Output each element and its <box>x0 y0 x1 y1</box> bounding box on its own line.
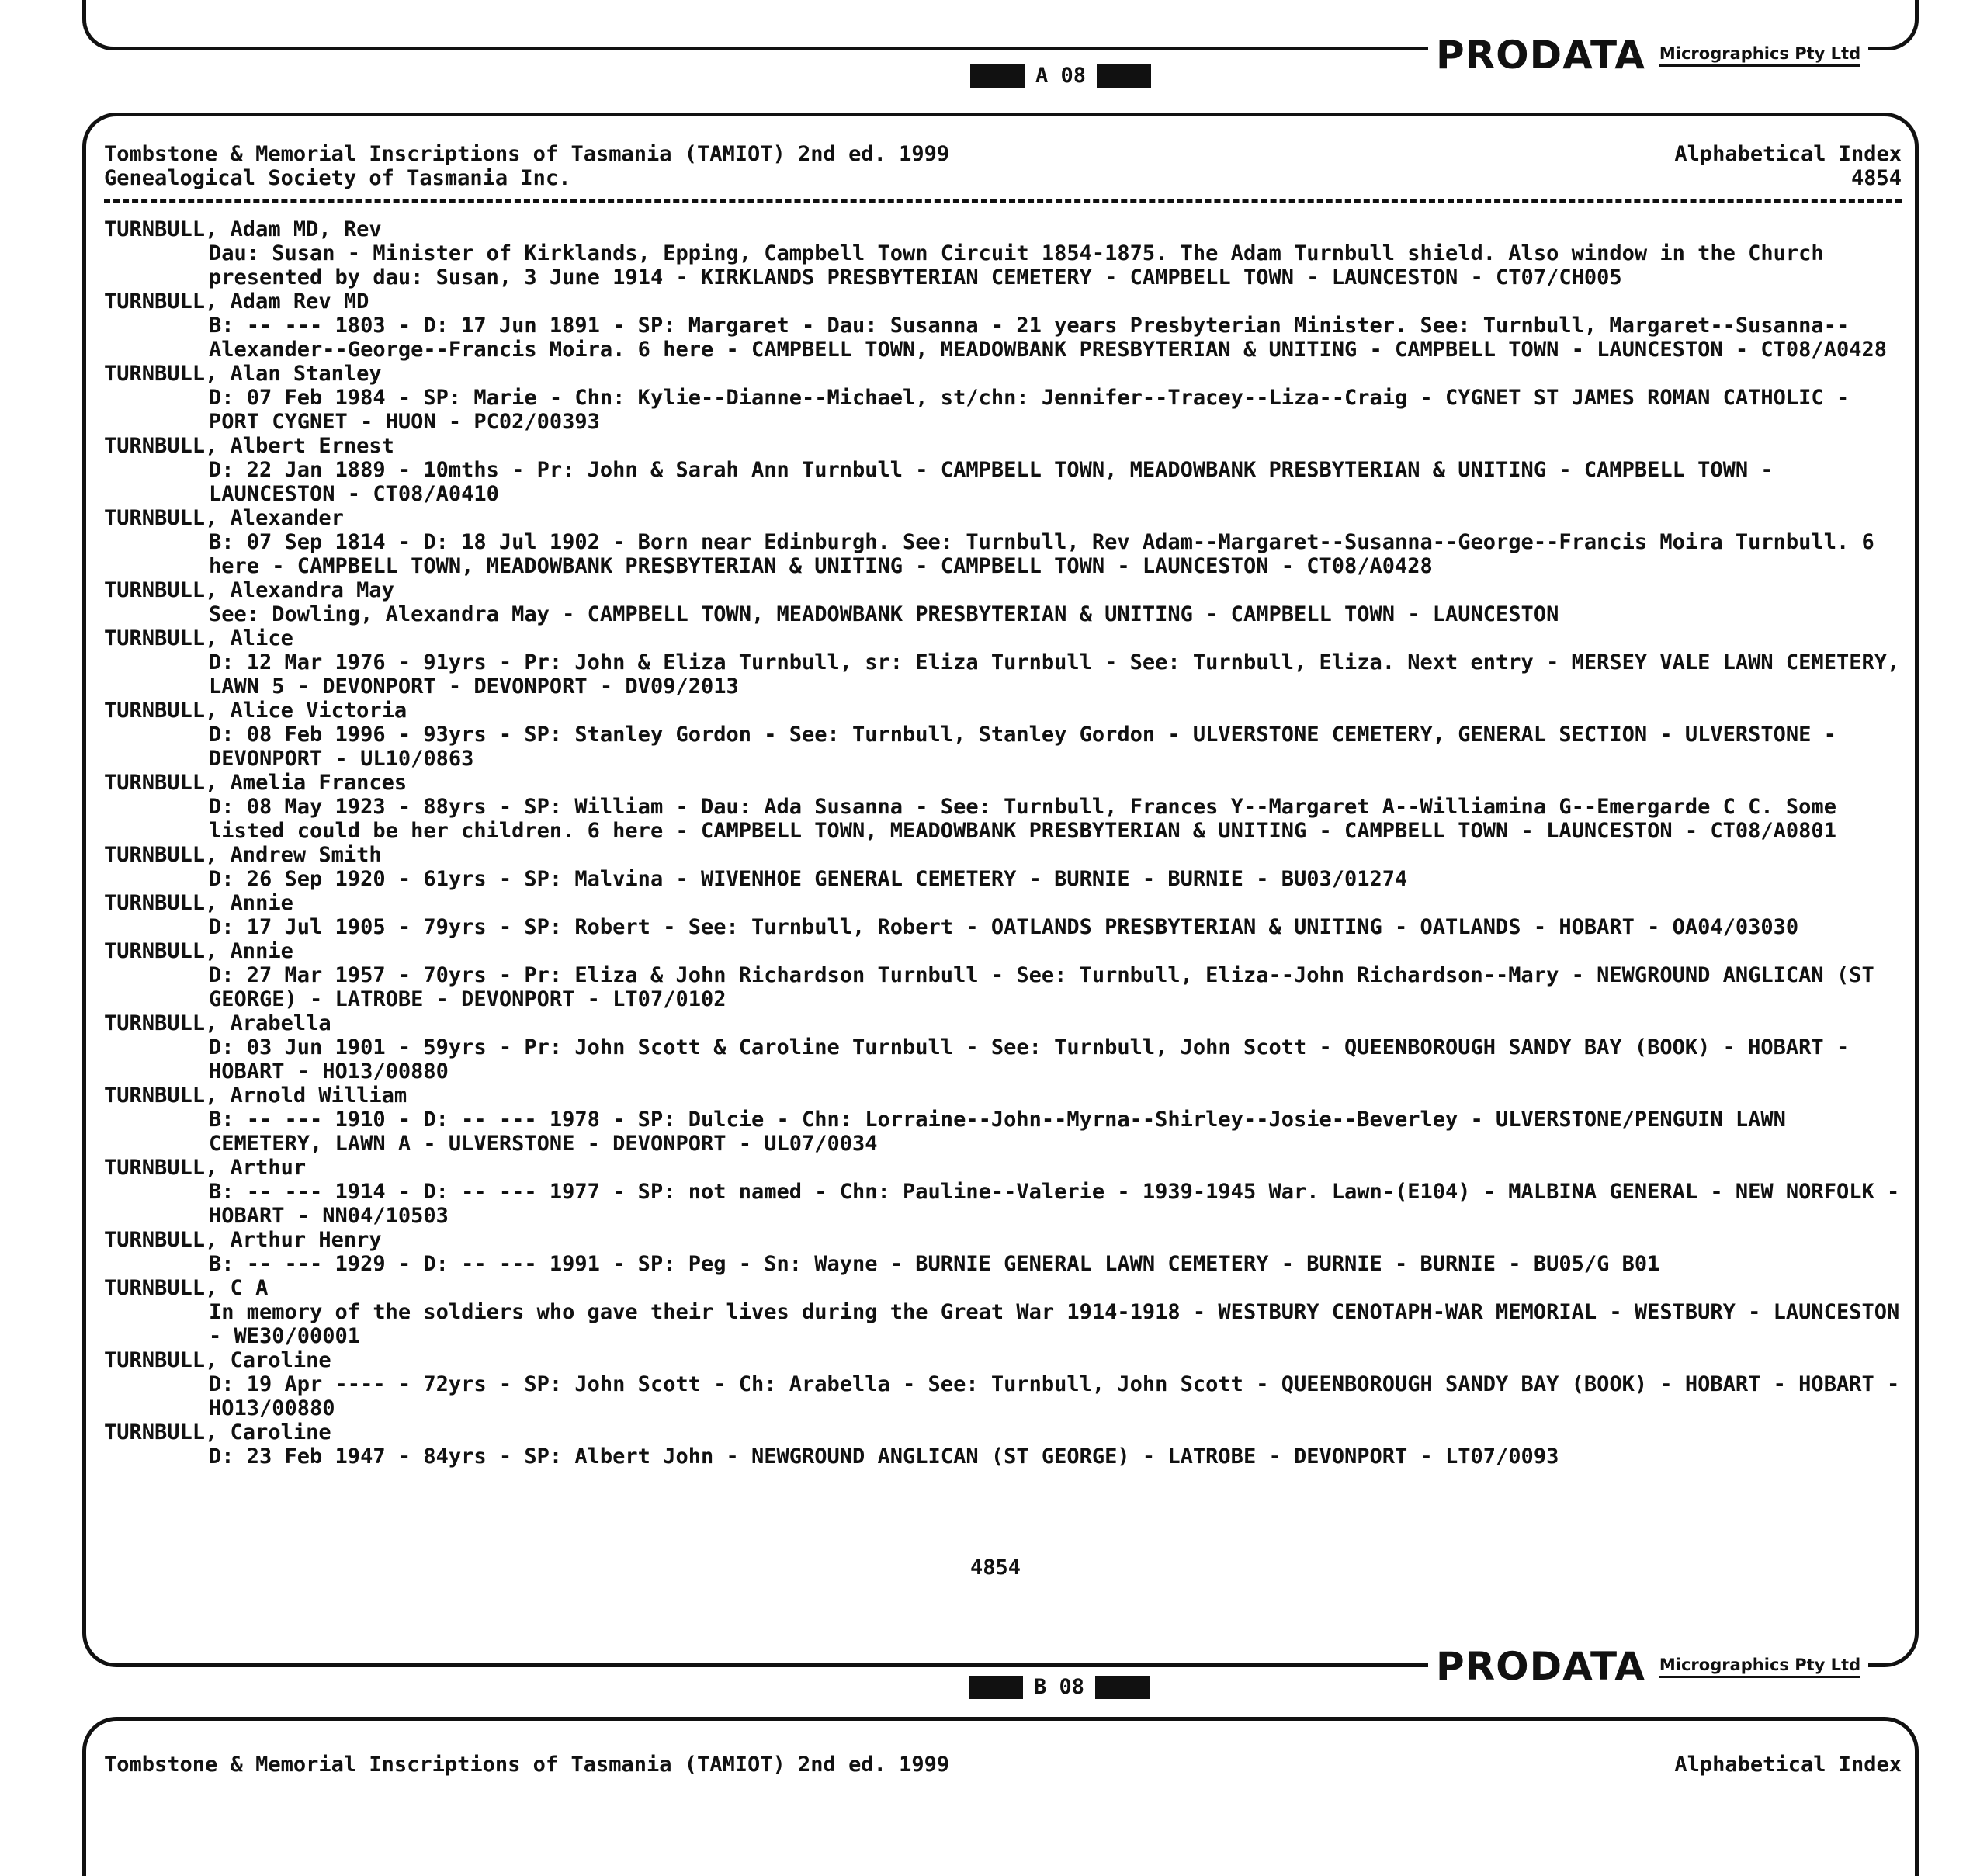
entry-details: D: 17 Jul 1905 - 79yrs - SP: Robert - See: Turnbull, Robert - OATLANDS PRESBYTERIAN & UNITING - OATLANDS - HOBART - OA04/03030 <box>209 915 1799 939</box>
index-entry <box>104 1011 1902 1084</box>
entry-details: D: 27 Mar 1957 - 70yrs - Pr: Eliza & John Richardson Turnbull - See: Turnbull, Eliza--John Richardson--Mary - NEWGROUND ANGLICAN (ST GEORGE) - LATROBE - DEVONPORT - LT07/0102 <box>209 963 1874 1011</box>
entry-surname-given: TURNBULL, Andrew Smith <box>104 843 382 867</box>
index-entry <box>104 1348 1902 1420</box>
index-entry <box>104 1276 1902 1348</box>
entry-details: B: -- --- 1803 - D: 17 Jun 1891 - SP: Margaret - Dau: Susanna - 21 years Presbyterian Minister. See: Turnbull, Margaret--Susanna--Alexander--George--Francis Moira. 6 here - CAMPBELL TOWN, MEADOWBANK PRESBYTERIAN & UNITING - CAMPBELL TOWN - LAUNCESTON - CT08/A0428 <box>209 314 1887 362</box>
index-entry <box>104 217 1902 290</box>
prodata-banner <box>1428 33 1868 78</box>
index-entry <box>104 1228 1902 1276</box>
entry-surname-given: TURNBULL, Arnold William <box>104 1084 407 1108</box>
index-entries <box>104 217 1902 1469</box>
entry-surname-given: TURNBULL, Annie <box>104 939 293 963</box>
entry-surname-given: TURNBULL, Alice <box>104 626 293 650</box>
entry-surname-given: TURNBULL, Adam Rev MD <box>104 290 369 314</box>
entry-surname-given: TURNBULL, Alice Victoria <box>104 699 407 723</box>
entry-details: B: 07 Sep 1814 - D: 18 Jul 1902 - Born near Edinburgh. See: Turnbull, Rev Adam--Margaret--Susanna--George--Francis Moira Turnbull. 6 here - CAMPBELL TOWN, MEADOWBANK PRESBYTERIAN & UNITING - CAMPBELL TOWN - LAUNCESTON - CT08/A0428 <box>209 530 1874 578</box>
entry-surname-given: TURNBULL, Arabella <box>104 1011 331 1035</box>
index-entry <box>104 1084 1902 1156</box>
document-title: Tombstone & Memorial Inscriptions of Tasmania (TAMIOT) 2nd ed. 1999 <box>104 142 950 166</box>
index-entry <box>104 434 1902 506</box>
entry-details: B: -- --- 1914 - D: -- --- 1977 - SP: not named - Chn: Pauline--Valerie - 1939-1945 War. Lawn-(E104) - MALBINA GENERAL - NEW NORFOLK - HOBART - NN04/10503 <box>209 1180 1900 1228</box>
index-entry <box>104 699 1902 771</box>
next-page-header <box>104 1753 1902 1777</box>
entry-details: D: 26 Sep 1920 - 61yrs - SP: Malvina - WIVENHOE GENERAL CEMETERY - BURNIE - BURNIE - BU03/01274 <box>209 867 1408 891</box>
entry-surname-given: TURNBULL, C A <box>104 1276 269 1300</box>
fiche-label-text: B 08 <box>1034 1675 1085 1699</box>
index-entry <box>104 362 1902 434</box>
index-label: Alphabetical Index <box>1674 1753 1902 1777</box>
entry-details: Dau: Susan - Minister of Kirklands, Epping, Campbell Town Circuit 1854-1875. The Adam Turnbull shield. Also window in the Church presented by dau: Susan, 3 June 1914 - KIRKLANDS PRESBYTERIAN CEMETERY - CAMPBELL TOWN - LAUNCESTON - CT07/CH005 <box>209 241 1824 290</box>
entry-details: D: 19 Apr ---- - 72yrs - SP: John Scott - Ch: Arabella - See: Turnbull, John Scott - QUEENBOROUGH SANDY BAY (BOOK) - HOBART - HOBART - HO13/00880 <box>209 1372 1900 1420</box>
index-entry <box>104 843 1902 891</box>
index-entry <box>104 578 1902 626</box>
index-entry <box>104 1156 1902 1228</box>
entry-details: See: Dowling, Alexandra May - CAMPBELL TOWN, MEADOWBANK PRESBYTERIAN & UNITING - CAMPBELL TOWN - LAUNCESTON <box>209 602 1559 626</box>
entry-details: D: 23 Feb 1947 - 84yrs - SP: Albert John - NEWGROUND ANGLICAN (ST GEORGE) - LATROBE - DEVONPORT - LT07/0093 <box>209 1444 1559 1469</box>
index-entry <box>104 506 1902 578</box>
dashed-divider <box>104 199 1902 203</box>
entry-surname-given: TURNBULL, Caroline <box>104 1420 331 1444</box>
entry-details: D: 08 Feb 1996 - 93yrs - SP: Stanley Gordon - See: Turnbull, Stanley Gordon - ULVERSTONE CEMETERY, GENERAL SECTION - ULVERSTONE - DEVONPORT - UL10/0863 <box>209 723 1836 771</box>
society-name: Genealogical Society of Tasmania Inc. <box>104 166 571 190</box>
entry-surname-given: TURNBULL, Arthur Henry <box>104 1228 382 1252</box>
label-block <box>970 64 1025 88</box>
label-block <box>1097 64 1151 88</box>
entry-surname-given: TURNBULL, Amelia Frances <box>104 771 407 795</box>
index-entry <box>104 891 1902 939</box>
entry-surname-given: TURNBULL, Caroline <box>104 1348 331 1372</box>
fiche-label-text: A 08 <box>1035 64 1087 88</box>
entry-details: In memory of the soldiers who gave their lives during the Great War 1914-1918 - WESTBURY CENOTAPH-WAR MEMORIAL - WESTBURY - LAUNCESTON - WE30/00001 <box>209 1300 1900 1348</box>
brand-subtitle: Micrographics Pty Ltd <box>1659 44 1860 67</box>
index-entry <box>104 626 1902 699</box>
entry-details: D: 22 Jan 1889 - 10mths - Pr: John & Sarah Ann Turnbull - CAMPBELL TOWN, MEADOWBANK PRESBYTERIAN & UNITING - CAMPBELL TOWN - LAUNCESTON - CT08/A0410 <box>209 458 1774 506</box>
index-entry <box>104 771 1902 843</box>
next-frame <box>82 1717 1919 1876</box>
entry-details: D: 03 Jun 1901 - 59yrs - Pr: John Scott & Caroline Turnbull - See: Turnbull, John Scott - QUEENBOROUGH SANDY BAY (BOOK) - HOBART - HOBART - HO13/00880 <box>209 1035 1850 1084</box>
prodata-banner <box>1428 1644 1868 1689</box>
entry-surname-given: TURNBULL, Albert Ernest <box>104 434 394 458</box>
entry-details: B: -- --- 1929 - D: -- --- 1991 - SP: Peg - Sn: Wayne - BURNIE GENERAL LAWN CEMETERY - BURNIE - BURNIE - BU05/G B01 <box>209 1252 1660 1276</box>
entry-surname-given: TURNBULL, Alan Stanley <box>104 362 382 386</box>
brand-name: PRODATA <box>1436 33 1645 78</box>
entry-surname-given: TURNBULL, Alexandra May <box>104 578 394 602</box>
page-header <box>104 142 1902 190</box>
fiche-frame-label <box>969 1675 1150 1699</box>
index-label: Alphabetical Index <box>1674 142 1902 166</box>
fiche-frame-label <box>970 64 1151 88</box>
page-number: 4854 <box>970 1555 1021 1580</box>
header-page-number: 4854 <box>1850 166 1902 190</box>
entry-surname-given: TURNBULL, Arthur <box>104 1156 307 1180</box>
brand-subtitle: Micrographics Pty Ltd <box>1659 1656 1860 1678</box>
document-title: Tombstone & Memorial Inscriptions of Tasmania (TAMIOT) 2nd ed. 1999 <box>104 1753 950 1777</box>
index-entry <box>104 290 1902 362</box>
entry-surname-given: TURNBULL, Alexander <box>104 506 344 530</box>
entry-details: B: -- --- 1910 - D: -- --- 1978 - SP: Dulcie - Chn: Lorraine--John--Myrna--Shirley--Josie--Beverley - ULVERSTONE/PENGUIN LAWN CEMETERY, LAWN A - ULVERSTONE - DEVONPORT - UL07/0034 <box>209 1108 1786 1156</box>
entry-surname-given: TURNBULL, Adam MD, Rev <box>104 217 382 241</box>
label-block <box>1095 1676 1150 1699</box>
index-entry <box>104 939 1902 1011</box>
entry-details: D: 12 Mar 1976 - 91yrs - Pr: John & Eliza Turnbull, sr: Eliza Turnbull - See: Turnbull, Eliza. Next entry - MERSEY VALE LAWN CEMETERY, LAWN 5 - DEVONPORT - DEVONPORT - DV09/2013 <box>209 650 1900 699</box>
brand-name: PRODATA <box>1436 1644 1645 1689</box>
entry-surname-given: TURNBULL, Annie <box>104 891 293 915</box>
entry-details: D: 07 Feb 1984 - SP: Marie - Chn: Kylie--Dianne--Michael, st/chn: Jennifer--Tracey--Liza--Craig - CYGNET ST JAMES ROMAN CATHOLIC - PORT CYGNET - HUON - PC02/00393 <box>209 386 1850 434</box>
label-block <box>969 1676 1023 1699</box>
index-entry <box>104 1420 1902 1469</box>
entry-details: D: 08 May 1923 - 88yrs - SP: William - Dau: Ada Susanna - See: Turnbull, Frances Y--Margaret A--Williamina G--Emergarde C C. Some listed could be her children. 6 here - CAMPBELL TOWN, MEADOWBANK PRESBYTERIAN & UNITING - CAMPBELL TOWN - LAUNCESTON - CT08/A0801 <box>209 795 1836 843</box>
